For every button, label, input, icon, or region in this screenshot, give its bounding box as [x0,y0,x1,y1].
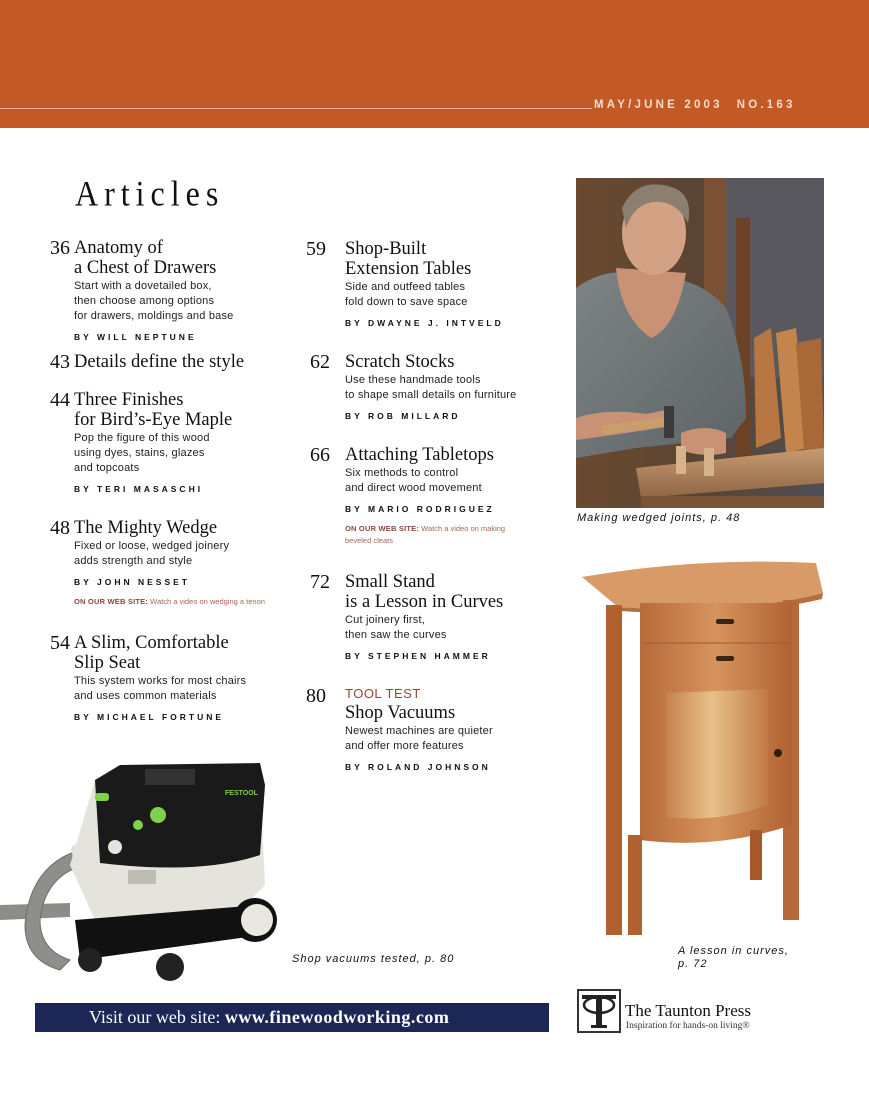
page-number: 54 [50,632,70,654]
website-prefix: Visit our web site: [89,1007,225,1027]
article-desc: Use these handmade tools [345,374,481,386]
photo-cabinet [578,555,826,940]
article-title: Extension Tables [345,259,472,279]
article-title: Small Stand [345,572,435,592]
issue-date: MAY/JUNE 2003 [594,99,723,111]
article-desc: Side and outfeed tables [345,281,466,293]
page-number: 43 [50,351,70,373]
web-note[interactable] [74,596,314,608]
page-number: 62 [310,351,330,373]
cabinet-illustration [578,555,826,940]
vacuum-illustration [0,755,285,990]
byline: BY TERI MASASCHI [74,484,204,494]
article-desc: fold down to save space [345,296,468,308]
issue-info [594,99,796,111]
section-title: Articles [75,173,225,214]
article-desc: Fixed or loose, wedged joinery [74,540,230,552]
article-desc: for drawers, moldings and base [74,310,234,322]
taunton-logo-icon [577,989,621,1033]
web-note-label: ON OUR WEB SITE: [74,597,149,606]
byline: BY STEPHEN HAMMER [345,651,491,661]
website-banner[interactable] [35,1003,549,1032]
caption-line: A lesson in curves, [678,945,789,957]
website-url[interactable]: www.finewoodworking.com [224,1007,450,1027]
page-number: 80 [306,685,326,707]
article-title: The Mighty Wedge [74,518,218,538]
page-number: 59 [306,238,326,260]
article-desc: adds strength and style [74,555,193,567]
page-number: 48 [50,517,70,539]
caption-line: p. 72 [678,958,708,970]
article-title: Shop Vacuums [345,703,456,723]
caption-cabinet [678,945,789,971]
article-desc: Cut joinery first, [345,614,426,626]
issue-number: NO.163 [736,99,796,111]
page-number: 66 [310,444,330,466]
article-title: Shop-Built [345,239,427,259]
article-title: Details define the style [74,352,245,372]
article-title: Anatomy of [74,238,163,258]
web-note[interactable] [345,523,585,547]
publisher-name: The Taunton Press [625,1001,751,1020]
byline: BY MICHAEL FORTUNE [74,712,225,722]
article-title: Three Finishes [74,390,184,410]
photo-woodworker [576,178,824,508]
web-note-text: Watch a video on wedging a tenon [150,597,265,606]
article-desc: to shape small details on furniture [345,389,517,401]
publisher-tagline: Inspiration for hands-on living® [626,1021,750,1031]
article-desc: and offer more features [345,740,464,752]
article-desc: and topcoats [74,462,140,474]
byline: BY JOHN NESSET [74,577,191,587]
web-note-text: beveled cleats [345,536,393,545]
page-number: 72 [310,571,330,593]
byline: BY WILL NEPTUNE [74,332,197,342]
web-note-label: ON OUR WEB SITE: [345,524,420,533]
caption-vacuum: Shop vacuums tested, p. 80 [292,953,455,965]
article-title: A Slim, Comfortable [74,633,229,653]
web-note-text: Watch a video on making [421,524,506,533]
woodworker-illustration [576,178,824,508]
article-title: Scratch Stocks [345,352,455,372]
byline: BY MARIO RODRIGUEZ [345,504,495,514]
article-title: is a Lesson in Curves [345,592,504,612]
article-desc: Six methods to control [345,467,459,479]
byline: BY ROB MILLARD [345,411,461,421]
caption-woodworker: Making wedged joints, p. 48 [577,512,741,524]
article-desc: This system works for most chairs [74,675,247,687]
byline: BY ROLAND JOHNSON [345,762,491,772]
article-desc: Pop the figure of this wood [74,432,210,444]
vacuum-brand-label: FESTOOL [225,790,258,797]
department-kicker: TOOL TEST [345,686,421,701]
article-desc: Start with a dovetailed box, [74,280,212,292]
article-desc: then choose among options [74,295,215,307]
header-rule [0,108,592,109]
article-title: for Bird’s-Eye Maple [74,410,233,430]
article-title: Slip Seat [74,653,141,673]
publisher-logo [577,989,827,1035]
page-number: 44 [50,389,70,411]
article-title: a Chest of Drawers [74,258,217,278]
article-desc: Newest machines are quieter [345,725,493,737]
page-number: 36 [50,237,70,259]
article-desc: using dyes, stains, glazes [74,447,205,459]
photo-vacuum [0,755,285,990]
article-desc: and uses common materials [74,690,217,702]
article-desc: then saw the curves [345,629,447,641]
byline: BY DWAYNE J. INTVELD [345,318,504,328]
article-title: Attaching Tabletops [345,445,494,465]
article-desc: and direct wood movement [345,482,482,494]
